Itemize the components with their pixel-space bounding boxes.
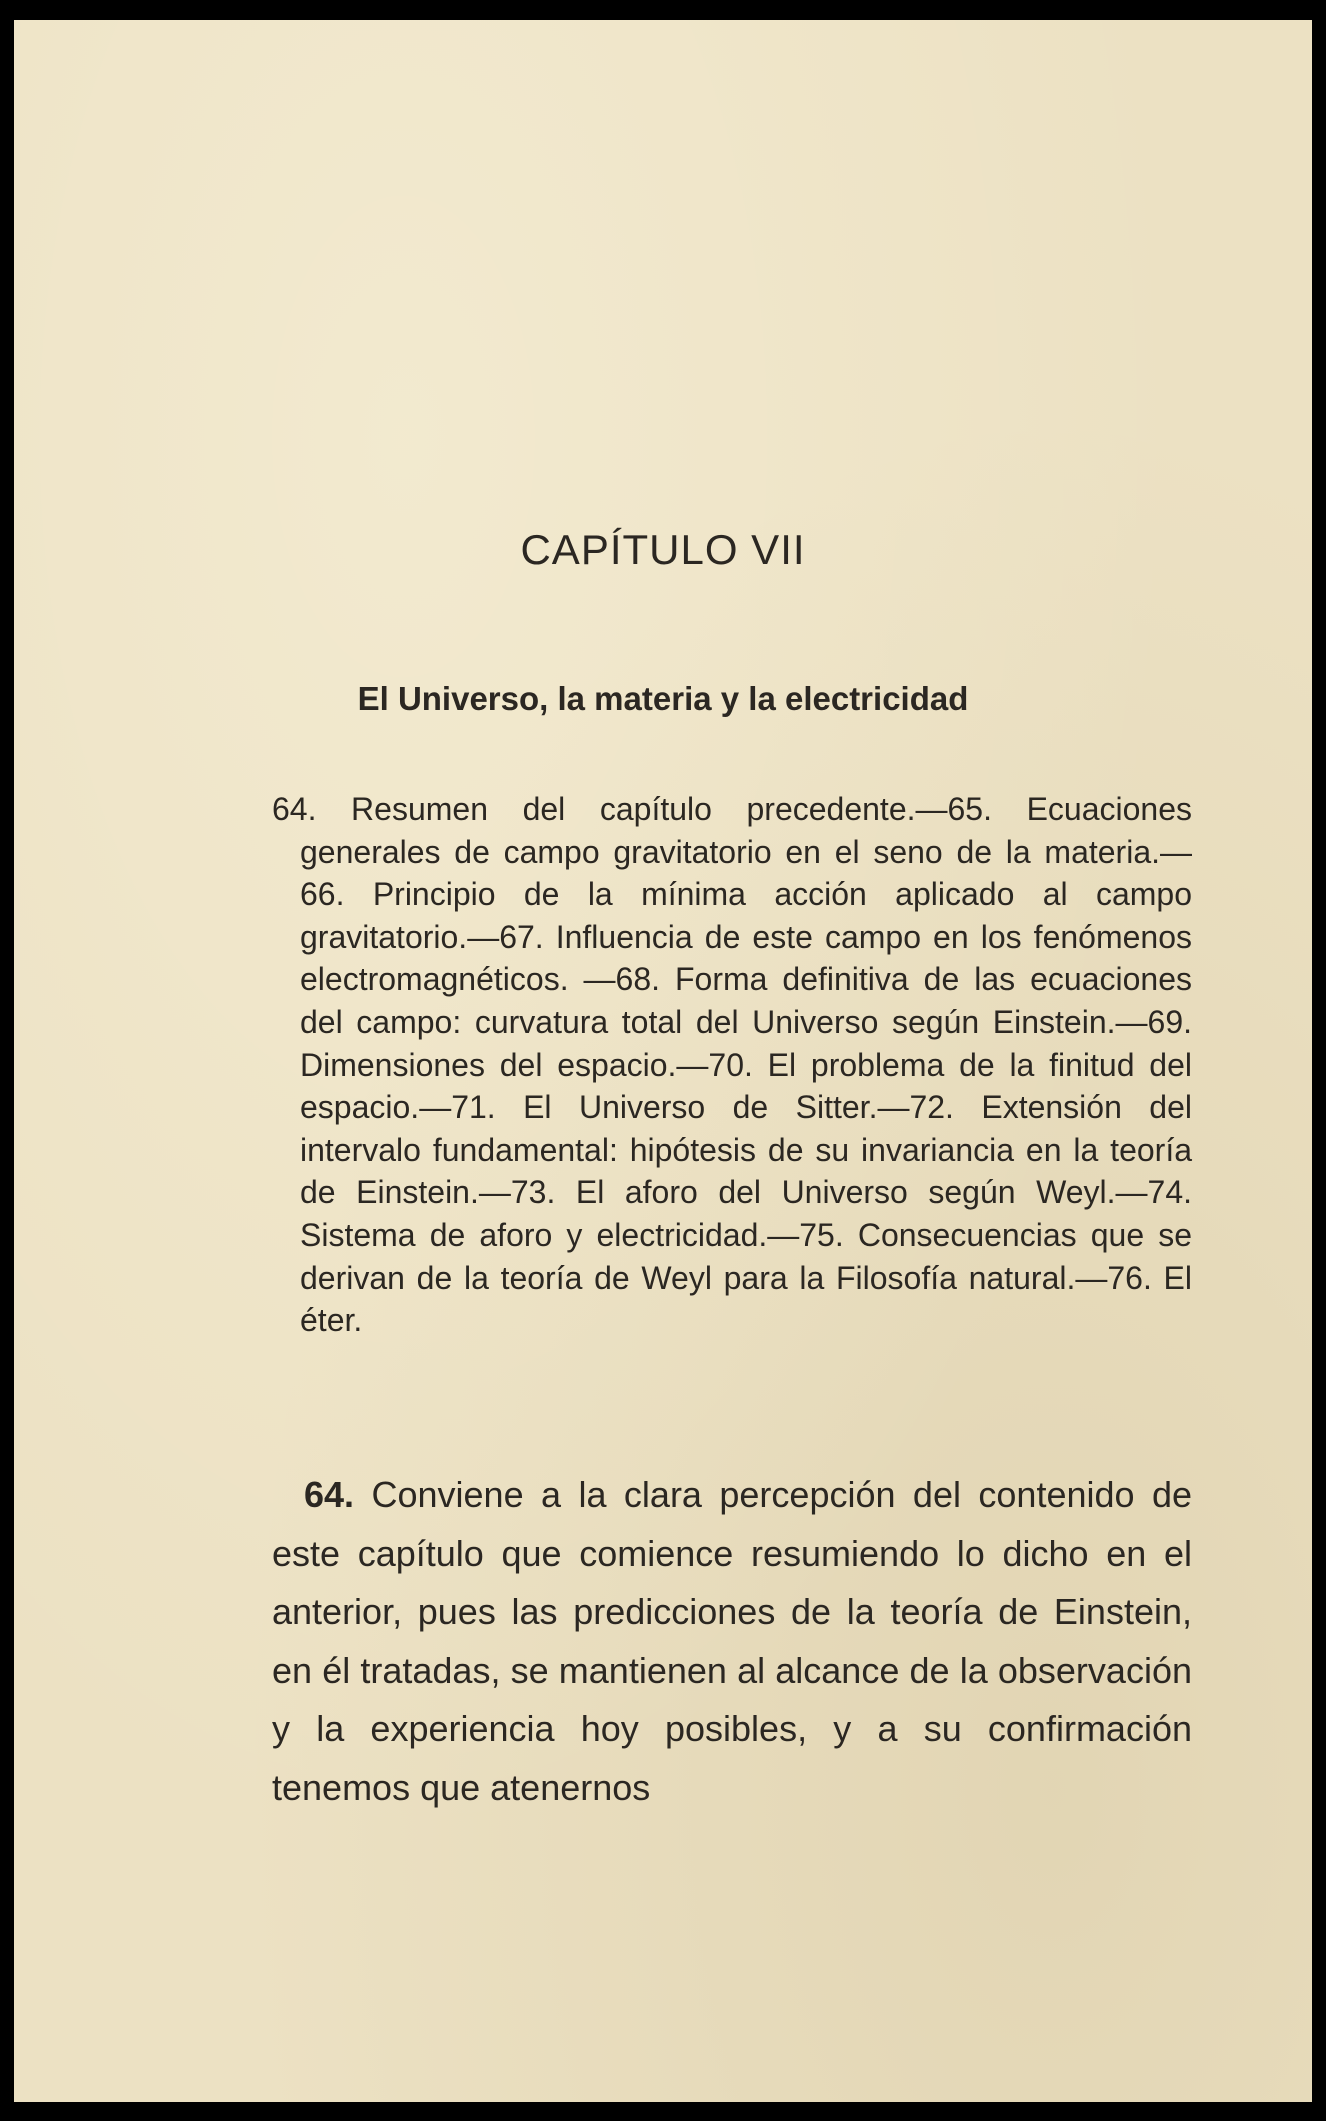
book-page xyxy=(14,20,1312,2102)
bleed-through-texture xyxy=(229,295,1189,347)
chapter-title: El Universo, la materia y la electricidad xyxy=(357,680,969,717)
chapter-heading: CAPÍTULO VII xyxy=(520,526,806,573)
body-paragraph xyxy=(272,1466,1192,1817)
paragraph-number: 64. xyxy=(304,1474,372,1515)
chapter-summary: 64. Resumen del capítulo precedente.—65. Ecuaciones generales de campo gravitatorio en el seno de la materia.—66. Principio de la mínima acción aplicado al campo gravitatorio.—67. Influencia de este campo en los fenómenos electromagnéticos. —68. Forma definitiva de las ecuaciones del campo: curvatura total del Universo según Einstein.—69. Dimensiones del espacio.—70. El problema de la finitud del espacio.—71. El Universo de Sitter.—72. Extensión del intervalo fundamental: hipótesis de su invariancia en la teoría de Einstein.—73. El aforo del Universo según Weyl.—74. Sistema de aforo y electricidad.—75. Consecuencias que se derivan de la teoría de Weyl para la Filosofía natural.—76. El éter. xyxy=(272,791,1192,1339)
paragraph-text: Conviene a la clara percepción del contenido de este capítulo que comience resumiendo lo dicho en el anterior, pues las predicciones de la teoría de Einstein, en él tratadas, se mantienen al alcance de la observación y la experiencia hoy posibles, y a su confirmación tenemos que atenernos xyxy=(272,1474,1193,1808)
